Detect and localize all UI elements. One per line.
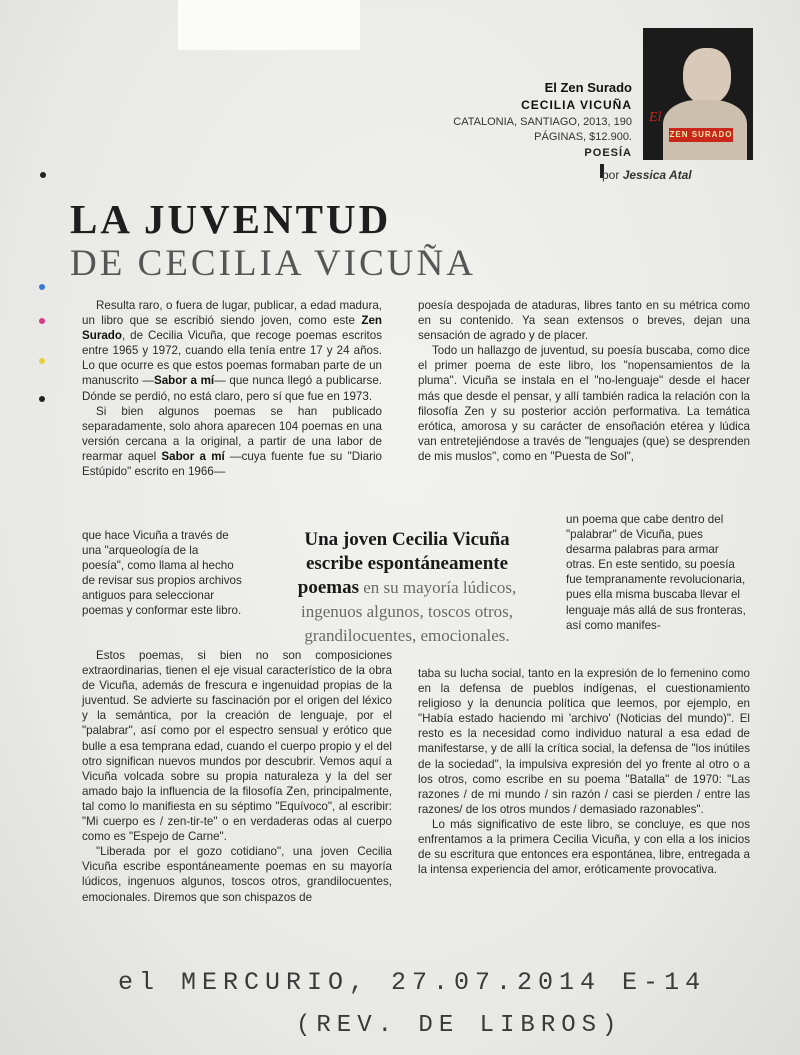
text-run: — que nunca llegó a publicarse. Dónde se perdió, no está claro, pero sí que fue en 1973. <box>82 374 382 403</box>
text-run: Resulta raro, o fuera de lugar, publicar, a edad madura, un libro que se escribió siendo joven, como este <box>82 299 382 328</box>
paragraph: taba su lucha social, tanto en la expresión de lo femenino como en la defensa de pueblos indígenas, el cuestionamiento religioso y la denuncia política que leemos, por ejemplo, en "Había estado haciendo mi 'archivo' (Noticias del mundo)". El resto es la necesidad como individuo natural a esa edad de manifestarse, y de allí la crítica social, la defensa de "los inútiles de la sociedad", la impulsiva expresión del yo frente al otro o a los otros, como escribe en su poema "Batalla" de 1970: "Las razones / de mi mundo / sin razón / casi se pierden / entre las razones/ de los otros mundos / demasiado razonables". <box>418 667 750 816</box>
registration-dot-pink <box>39 318 45 324</box>
registration-dot <box>40 172 46 178</box>
tape-strip <box>178 0 360 50</box>
column-2-bottom <box>418 666 750 877</box>
paragraph <box>82 298 382 404</box>
pull-quote-line-1: Una joven Cecilia Vicuña <box>304 529 510 550</box>
pull-quote-text: en su mayoría lúdicos, <box>359 578 517 597</box>
text-run: —cuya fuente fue su "Diario Estúpido" escrito en 1966— <box>82 449 382 479</box>
manuscript-title-ref: Sabor a mí <box>161 449 225 463</box>
headline-line-2: DE CECILIA VICUÑA <box>70 243 476 284</box>
book-title: El Zen Surado <box>544 80 632 95</box>
column-2-top <box>418 298 750 464</box>
column-1-top <box>82 298 382 479</box>
paragraph <box>82 404 382 479</box>
registration-dot-black <box>39 396 45 402</box>
pull-quote-line-2: escribe espontáneamente <box>305 553 509 574</box>
pull-quote-emphasis: poemas <box>297 577 359 598</box>
handwritten-source-note: el MERCURIO, 27.07.2014 E-14 <box>118 968 707 997</box>
paragraph: que hace Vicuña a través de una "arqueología de la poesía", como llama al hecho de revisar sus propios archivos antiguos para seleccionar poemas y conformar este libro. <box>82 529 242 618</box>
registration-dot-yellow <box>39 358 45 364</box>
paragraph: Lo más significativo de este libro, se concluye, es que nos enfrentamos a la primera Cecilia Vicuña, y con ella a los inicios de su escritura que entonces era espontánea, libre, entregada a la intensa experiencia del amor, eróticamente provocativa. <box>418 817 750 877</box>
text-run: , de Cecilia Vicuña, que recoge poemas escritos entre 1965 y 1972, cuando ella tenía entre 17 y 24 años. Lo que ocurre es que estos poemas formaban parte de un manuscrito — <box>82 329 382 388</box>
byline-prefix: por <box>602 168 620 182</box>
book-publisher-line: CATALONIA, SANTIAGO, 2013, 190 <box>453 116 632 128</box>
paragraph: Estos poemas, si bien no son composiciones extraordinarias, tienen el eje visual característico de la obra de Vicuña, además de frescura e ingenuidad propias de la juventud. Se advierte su fascinación por el origen del léxico y la semántica, por la creación de lenguaje, por el "palabrar", así como por el espectro sensual y erótico que bulle a esa temprana edad, cuando el cuerpo propio y el del otro significan nuevos mundos por descubrir. Vemos aquí a Vicuña volcada sobre su propia naturaleza y la del ser amado bajo la influencia de la filosofía Zen, principalmente, tal como lo manifiesta en su séptimo "Equívoco", al escribir: "Mi cuerpo es / zen-tir-te" o en verdaderas odas al cuerpo como es "Espejo de Carne". <box>82 649 392 844</box>
headline-line-1: LA JUVENTUD <box>70 196 392 242</box>
pull-quote <box>262 528 552 648</box>
cover-title-word: El <box>649 110 662 125</box>
book-author: CECILIA VICUÑA <box>521 98 632 112</box>
byline <box>602 168 692 182</box>
paragraph: Todo un hallazgo de juventud, su poesía buscaba, como dice el primer poema de este libro, los "nopensamientos de la pluma". Vicuña se instala en el "no-lenguaje" desde el hacer más que desde el pensar, y allí también radica la relación con la filosofía Zen y su posterior acción performativa. La temática erótica, amorosa y su carácter de ensoñación etérea y lúdica van entretejiéndose a través de "lenguajes (que) se desprenden de mis muslos", como en "Puesta de Sol", <box>418 344 750 463</box>
column-1-narrow <box>82 528 242 619</box>
pull-quote-line-3 <box>262 576 552 600</box>
manuscript-title-ref: Sabor a mí <box>153 374 215 388</box>
cover-title-stamp: ZEN SURADO <box>669 128 733 142</box>
headline <box>70 196 476 286</box>
text-run: Si bien algunos poemas se han publicado separadamente, solo ahora aparecen 104 poemas en una versión cercana a la original, a partir de una labor de rearmar aquel <box>82 404 382 463</box>
book-genre: POESÍA <box>584 147 632 159</box>
paragraph: un poema que cabe dentro del "palabrar" de Vicuña, pues desarma palabras para armar otras. En este sentido, su poesía fue tempranamente revolucionaria, pues ella misma buscaba llevar el lenguaje más allá de sus fronteras, así como manifes- <box>566 513 746 632</box>
book-cover-image <box>643 28 753 160</box>
cover-portrait-face <box>683 48 731 104</box>
pull-quote-line-5: grandilocuentes, emocionales. <box>304 626 510 645</box>
byline-author: Jessica Atal <box>622 168 692 182</box>
book-title-ref: Zen Surado <box>82 314 382 343</box>
paragraph: "Liberada por el gozo cotidiano", una joven Cecilia Vicuña escribe espontáneamente poemas en su mayoría lúdicos, ingenuos algunos, toscos otros, grandilocuentes, emocionales. Diremos que son chispazos de <box>82 845 392 904</box>
column-1-bottom <box>82 648 392 905</box>
pull-quote-line-4: ingenuos algunos, toscos otros, <box>300 602 514 621</box>
book-pages-price: PÁGINAS, $12.900. <box>534 131 632 143</box>
paragraph: poesía despojada de ataduras, libres tanto en su métrica como en su contenido. Ya sean extensos o breves, dejan una sensación de agrado y de placer. <box>418 299 750 343</box>
book-info <box>420 80 632 159</box>
handwritten-section-note: (REV. DE LIBROS) <box>296 1012 623 1039</box>
registration-dot-blue <box>39 284 45 290</box>
column-2-narrow <box>566 512 750 633</box>
